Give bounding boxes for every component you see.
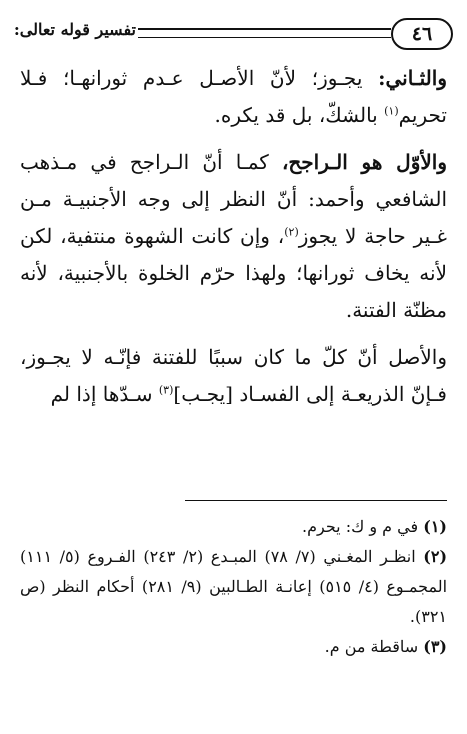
page-number: ٤٦ xyxy=(391,18,453,50)
page-header xyxy=(14,14,453,54)
footnote-divider xyxy=(185,500,447,501)
paragraph xyxy=(20,144,447,329)
paragraph-text: سـدّها إذا لم xyxy=(50,382,159,406)
footnotes xyxy=(20,512,447,662)
footnote xyxy=(20,632,447,662)
paragraph-text: يجـوز؛ لأنّ الأصـل عـدم ثورانهـا؛ فـلا تحريم xyxy=(20,66,447,127)
footnote-ref[interactable]: (٢) xyxy=(284,225,299,239)
paragraph-lead: والثـاني: xyxy=(378,66,447,90)
header-rule xyxy=(138,28,391,38)
footnote-number: (١) xyxy=(423,517,447,536)
paragraph-text: بالشكّ، بل قد يكره. xyxy=(214,103,385,127)
footnote-number: (٣) xyxy=(423,637,447,656)
paragraph xyxy=(20,339,447,413)
paragraph xyxy=(20,60,447,134)
paragraph-text: كمـا أنّ الـراجح في مـذهب الشافعي وأحمد: أنّ النظر إلى وجه الأجنبيـة مـن غـير حاجة لا يجوز xyxy=(20,150,447,248)
footnote-ref[interactable]: (٣) xyxy=(158,383,174,397)
footnote xyxy=(20,512,447,542)
footnote-text: في م و ك: يحرم. xyxy=(302,517,424,536)
footnote-ref[interactable]: (١) xyxy=(384,104,399,118)
footnote xyxy=(20,542,447,632)
paragraph-lead: والأوّل هو الـراجح، xyxy=(281,150,447,174)
running-title: تفسير قوله تعالى: xyxy=(13,20,136,39)
footnote-number: (٢) xyxy=(423,547,448,566)
body-text xyxy=(20,60,447,423)
footnote-text: ساقطة من م. xyxy=(324,637,424,656)
paragraph-text: والأصل أنّ كلّ ما كان سببًا للفتنة فإنّـه لا يجـوز، فـإنّ الذريعـة إلى الفسـاد [يجـب] xyxy=(20,345,447,406)
paragraph-text: ، وإن كانت الشهوة منتفية، لكن لأنه يخاف ثورانها؛ ولهذا حرّم الخلوة بالأجنبية، لأنه مظنّة الفتنة. xyxy=(20,224,447,322)
footnote-text: انظـر المغـني (٧/ ٧٨) المبـدع (٢/ ٢٤٣) الفـروع (٥/ ١١١) المجمـوع (٤/ ٥١٥) إعانـة الطـالبين (٩/ ٢٨١) أحكام النظر (ص ٣٢١). xyxy=(20,547,448,626)
